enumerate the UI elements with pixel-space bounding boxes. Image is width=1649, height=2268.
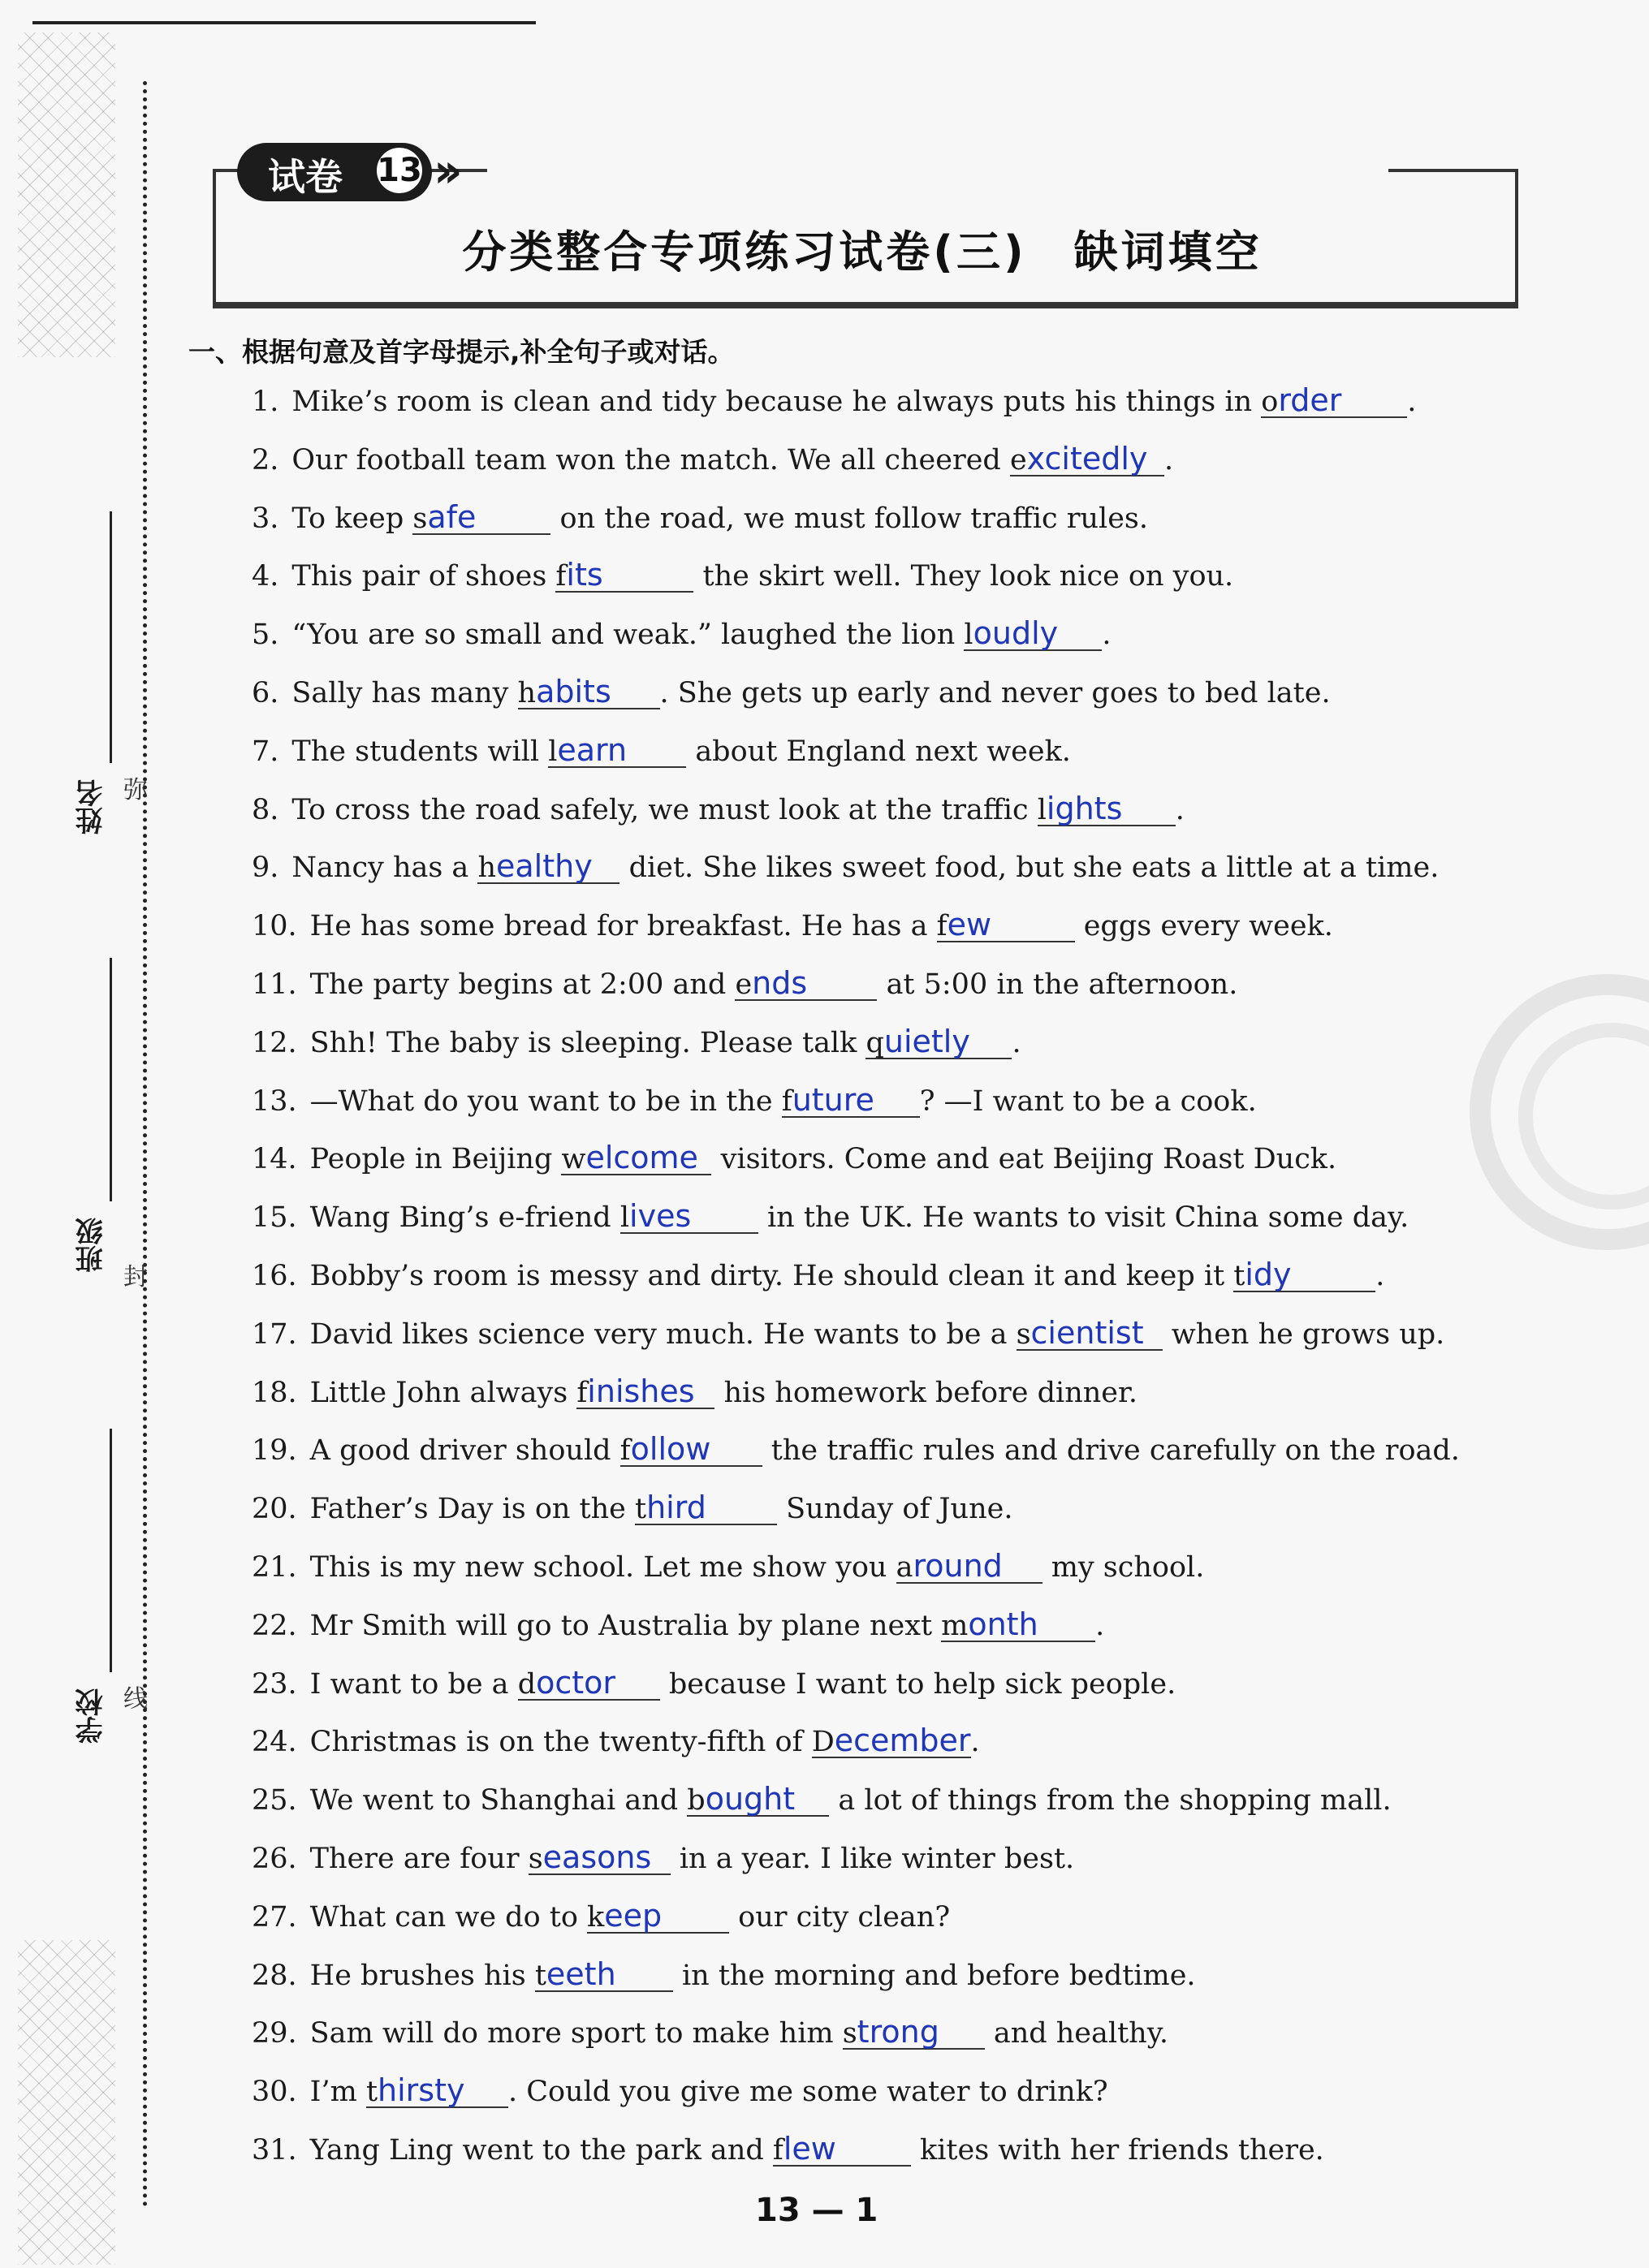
question-number: 5. (252, 619, 279, 652)
question-item (252, 1664, 1176, 1705)
question-text-before: There are four (309, 1843, 529, 1875)
question-text-after: . (1012, 1026, 1021, 1059)
handwritten-answer: nds (752, 965, 808, 1001)
question-text-after: my school. (1042, 1551, 1205, 1584)
answer-blank[interactable] (620, 1200, 758, 1234)
answer-blank[interactable] (687, 1783, 829, 1817)
question-text-after: the traffic rules and drive carefully on the road. (762, 1434, 1460, 1468)
first-letter-hint: k (587, 1900, 605, 1934)
question-text-before: To keep (291, 502, 413, 535)
question-text-after: because I want to help sick people. (659, 1667, 1176, 1701)
question-item (252, 1081, 1257, 1122)
handwritten-answer: hird (646, 1490, 706, 1526)
answer-blank[interactable] (735, 967, 877, 1001)
question-item (252, 2013, 1168, 2054)
question-item (252, 1197, 1409, 1238)
question-item (252, 1955, 1196, 1996)
question-number: 27. (252, 1900, 297, 1934)
question-text-after: about England next week. (686, 735, 1071, 768)
first-letter-hint: f (772, 2134, 783, 2167)
answer-blank[interactable] (529, 1841, 671, 1875)
question-text-before: Mr Smith will go to Australia by plane next (309, 1609, 942, 1642)
question-item (252, 1606, 1104, 1646)
question-text-after: . (970, 1726, 980, 1759)
question-text-after: . (1095, 1609, 1105, 1642)
question-item (252, 1314, 1444, 1355)
handwritten-answer: abits (536, 674, 611, 709)
question-number: 14. (252, 1143, 297, 1176)
question-number: 10. (252, 910, 297, 943)
answer-blank[interactable] (548, 731, 686, 768)
question-text-before: He has some bread for breakfast. He has a (309, 910, 937, 943)
question-item (252, 847, 1439, 888)
first-letter-hint: D (811, 1726, 835, 1759)
answer-blank[interactable] (1261, 384, 1407, 418)
question-text-before: Yang Ling went to the park and (309, 2134, 773, 2167)
question-number: 12. (252, 1026, 297, 1059)
page-title: 分类整合专项练习试卷(三) 缺词填空 (462, 226, 1263, 278)
question-text-before: Nancy has a (291, 852, 478, 885)
question-item (252, 1897, 950, 1938)
question-number: 9. (252, 852, 279, 885)
question-number: 11. (252, 968, 297, 1001)
handwritten-answer: rder (1278, 382, 1342, 418)
question-text-after: diet. She likes sweet food, but she eats a little at a time. (619, 852, 1440, 885)
first-letter-hint: t (1233, 1260, 1245, 1292)
question-item (252, 2130, 1324, 2171)
first-letter-hint: f (555, 560, 567, 593)
question-number: 31. (252, 2134, 297, 2167)
question-text-before: What can we do to (309, 1900, 588, 1934)
question-item (252, 556, 1233, 597)
question-number: 20. (252, 1493, 297, 1526)
handwritten-answer: cientist (1030, 1314, 1144, 1351)
first-letter-hint: q (866, 1026, 884, 1059)
question-number: 23. (252, 1667, 297, 1701)
seal-char-feng: 封 (123, 1263, 148, 1291)
first-letter-hint: m (941, 1609, 969, 1642)
question-text-before: Shh! The baby is sleeping. Please talk (309, 1026, 866, 1059)
answer-blank[interactable] (1010, 442, 1164, 476)
question-text-before: I’m (309, 2076, 366, 2109)
first-letter-hint: e (735, 968, 753, 1001)
question-item (252, 440, 1173, 481)
first-letter-hint: f (936, 910, 948, 943)
question-number: 1. (252, 386, 279, 418)
question-text-after: a lot of things from the shopping mall. (829, 1784, 1392, 1817)
question-text-before: Bobby’s room is messy and dirty. He should clean it and keep it (309, 1260, 1234, 1292)
question-item (252, 2072, 1108, 2112)
question-number: 2. (252, 443, 279, 476)
question-item (252, 1547, 1204, 1588)
name-label: 姓名 (76, 779, 108, 834)
name-line (110, 511, 112, 763)
first-letter-hint: l (619, 1201, 630, 1235)
question-text-after: in a year. I like winter best. (670, 1843, 1075, 1875)
first-letter-hint: f (619, 1434, 631, 1468)
answer-blank[interactable] (587, 1899, 729, 1934)
question-text-before: The students will (291, 735, 549, 768)
question-text-before: To cross the road safely, we must look at the traffic (291, 793, 1038, 826)
first-letter-hint: h (517, 677, 537, 709)
first-letter-hint: s (842, 2017, 857, 2050)
question-text-after: eggs every week. (1074, 910, 1333, 943)
answer-blank[interactable] (555, 558, 693, 593)
first-letter-hint: w (561, 1143, 586, 1176)
question-text-after: when he grows up. (1162, 1317, 1445, 1351)
question-text-before: He brushes his (309, 1959, 535, 1992)
question-item (252, 1023, 1021, 1063)
question-text-before: Sam will do more sport to make him (309, 2017, 843, 2050)
question-text-before: The party begins at 2:00 and (309, 968, 736, 1001)
first-letter-hint: t (635, 1493, 647, 1526)
first-letter-hint: t (534, 1959, 546, 1992)
handwritten-answer: earn (557, 731, 628, 768)
handwritten-answer: lew (783, 2131, 836, 2167)
handwritten-answer: inishes (587, 1373, 695, 1409)
handwritten-answer: trong (857, 2014, 939, 2050)
answer-blank[interactable] (576, 1375, 714, 1409)
question-text-after: at 5:00 in the afternoon. (877, 968, 1238, 1001)
handwritten-answer: ought (705, 1781, 796, 1817)
question-number: 18. (252, 1376, 297, 1409)
question-number: 30. (252, 2076, 297, 2109)
handwritten-answer: ew (947, 907, 992, 943)
top-rule (32, 21, 536, 24)
question-item (252, 1139, 1336, 1179)
question-number: 16. (252, 1260, 297, 1292)
handwritten-answer: idy (1245, 1257, 1292, 1292)
question-text-after: his homework before dinner. (714, 1376, 1138, 1409)
question-text-before: Our football team won the match. We all cheered (291, 443, 1010, 476)
question-item (252, 790, 1185, 830)
question-number: 8. (252, 793, 279, 826)
question-text-before: Wang Bing’s e-friend (309, 1201, 620, 1235)
answer-blank[interactable] (635, 1491, 777, 1525)
answer-blank[interactable] (781, 1081, 920, 1118)
question-number: 19. (252, 1434, 297, 1468)
question-number: 15. (252, 1201, 297, 1235)
answer-blank[interactable] (477, 850, 619, 884)
question-text-after: ? —I want to be a cook. (919, 1084, 1257, 1118)
question-item (252, 614, 1112, 655)
question-text-before: —What do you want to be in the (309, 1084, 782, 1118)
question-item (252, 1373, 1137, 1413)
class-field (71, 958, 112, 1331)
first-letter-hint: a (896, 1551, 913, 1584)
question-item (252, 1780, 1392, 1821)
question-item (252, 1839, 1074, 1879)
first-letter-hint: s (528, 1843, 543, 1875)
handwritten-answer: ollow (630, 1431, 711, 1468)
handwritten-answer: xcitedly (1026, 440, 1148, 476)
question-text-after: in the UK. He wants to visit China some day. (758, 1201, 1409, 1235)
question-text-after: our city clean? (729, 1900, 951, 1934)
question-number: 29. (252, 2017, 297, 2050)
first-letter-hint: f (781, 1084, 792, 1118)
question-text-before: This is my new school. Let me show you (309, 1551, 896, 1584)
handwritten-answer: octor (536, 1664, 616, 1701)
answer-blank[interactable] (561, 1141, 711, 1175)
question-item (252, 964, 1237, 1005)
question-text-after: . (1375, 1260, 1385, 1292)
question-text-after: . (1407, 386, 1417, 418)
answer-blank[interactable] (964, 617, 1102, 651)
question-text-before: David likes science very much. He wants to be a (309, 1317, 1017, 1351)
first-letter-hint: l (548, 735, 558, 768)
question-text-after: and healthy. (984, 2017, 1168, 2050)
handwritten-answer: its (566, 557, 603, 593)
first-letter-hint: b (687, 1784, 706, 1817)
handwritten-answer: oudly (973, 615, 1059, 652)
question-text-after: . (1175, 793, 1185, 826)
question-text-after: . She gets up early and never goes to bed late. (659, 677, 1331, 709)
question-item (252, 1430, 1460, 1471)
question-text-before: I want to be a (309, 1667, 518, 1701)
badge-label: 试卷 (268, 155, 343, 199)
handwritten-answer: onth (968, 1606, 1038, 1642)
first-letter-hint: d (517, 1667, 537, 1701)
question-number: 17. (252, 1317, 297, 1351)
question-item (252, 1722, 980, 1762)
question-text-before: Father’s Day is on the (309, 1493, 636, 1526)
question-text-after: on the road, we must follow traffic rules. (550, 502, 1149, 535)
question-text-before: This pair of shoes (291, 560, 556, 593)
first-letter-hint: s (1016, 1317, 1031, 1351)
question-text-before: A good driver should (309, 1434, 620, 1468)
seal-char-xian: 线 (123, 1685, 148, 1714)
question-text-after: . (1163, 443, 1174, 476)
crosshatch-pattern-top (18, 32, 115, 357)
question-number: 24. (252, 1726, 297, 1759)
question-text-before: People in Beijing (309, 1143, 562, 1176)
answer-blank[interactable] (518, 675, 660, 709)
seal-cut-line (143, 81, 147, 2208)
badge-number: 13 (373, 144, 425, 196)
question-item (252, 1489, 1012, 1529)
question-number: 26. (252, 1843, 297, 1875)
answer-blank[interactable] (843, 2016, 985, 2050)
first-letter-hint: e (1009, 443, 1027, 476)
handwritten-answer: hirsty (378, 2072, 465, 2109)
question-number: 4. (252, 560, 279, 593)
question-item (252, 673, 1331, 714)
question-number: 6. (252, 677, 279, 709)
handwritten-answer: afe (427, 498, 477, 535)
title-frame-gap (487, 162, 1388, 174)
first-letter-hint: h (477, 852, 496, 885)
handwritten-answer: eeth (546, 1955, 616, 1992)
school-label: 学校 (76, 1688, 108, 1744)
question-text-after: in the morning and before bedtime. (672, 1959, 1196, 1992)
answer-blank[interactable] (517, 1664, 660, 1701)
question-number: 13. (252, 1084, 297, 1118)
question-item (252, 498, 1148, 539)
answer-blank[interactable] (1233, 1258, 1375, 1292)
handwritten-answer: ealthy (495, 848, 593, 885)
question-number: 3. (252, 502, 279, 535)
handwritten-answer: easons (542, 1839, 652, 1875)
handwritten-answer: ives (629, 1198, 692, 1235)
question-item (252, 1256, 1384, 1296)
double-chevron-icon: ›› (434, 143, 453, 198)
handwritten-answer: elcome (585, 1140, 698, 1176)
question-item (252, 906, 1333, 946)
answer-blank[interactable] (937, 908, 1075, 942)
question-text-before: We went to Shanghai and (309, 1784, 688, 1817)
handwritten-answer: ecember (834, 1723, 971, 1759)
question-number: 28. (252, 1959, 297, 1992)
question-text-after: . Could you give me some water to drink? (507, 2076, 1108, 2109)
answer-blank[interactable] (1038, 792, 1176, 826)
answer-blank[interactable] (412, 498, 550, 535)
seal-char-mi: 弥 (123, 776, 148, 804)
answer-blank[interactable] (1016, 1314, 1163, 1351)
answer-blank[interactable] (773, 2132, 911, 2167)
answer-blank[interactable] (896, 1550, 1042, 1584)
question-text-after: . (1102, 619, 1112, 652)
question-number: 22. (252, 1609, 297, 1642)
answer-blank[interactable] (534, 1955, 673, 1992)
handwritten-answer: round (913, 1548, 1003, 1584)
question-text-after: Sunday of June. (777, 1493, 1013, 1526)
question-item (252, 731, 1071, 772)
question-text-before: “You are so small and weak.” laughed the lion (291, 619, 965, 652)
section-heading: 一、根据句意及首字母提示,补全句子或对话。 (188, 336, 735, 368)
answer-blank[interactable] (366, 2074, 508, 2108)
answer-blank[interactable] (620, 1433, 762, 1467)
handwritten-answer: uietly (883, 1023, 970, 1059)
handwritten-answer: eep (604, 1897, 663, 1934)
answer-blank[interactable] (941, 1608, 1095, 1642)
question-text-before: Mike’s room is clean and tidy because he always puts his things in (291, 386, 1262, 418)
first-letter-hint: l (964, 619, 973, 652)
first-letter-hint: s (412, 502, 428, 535)
class-line (110, 958, 112, 1201)
answer-blank[interactable] (812, 1724, 971, 1758)
page-number: 13 — 1 (755, 2192, 878, 2229)
question-text-after: visitors. Come and eat Beijing Roast Duck. (711, 1143, 1337, 1176)
name-field (71, 511, 112, 885)
question-number: 21. (252, 1551, 297, 1584)
answer-blank[interactable] (866, 1025, 1012, 1059)
handwritten-answer: ights (1046, 790, 1123, 826)
question-number: 25. (252, 1784, 297, 1817)
question-number: 7. (252, 735, 279, 768)
question-text-before: Sally has many (291, 677, 518, 709)
question-text-before: Little John always (309, 1376, 577, 1409)
question-text-before: Christmas is on the twenty-fifth of (309, 1726, 812, 1759)
handwritten-answer: uture (792, 1081, 874, 1118)
crosshatch-pattern-bottom (18, 1940, 115, 2265)
question-text-after: kites with her friends there. (910, 2134, 1324, 2167)
first-letter-hint: t (365, 2076, 378, 2109)
first-letter-hint: f (576, 1376, 588, 1409)
question-text-after: the skirt well. They look nice on you. (693, 560, 1234, 593)
class-label: 班级 (76, 1218, 108, 1273)
first-letter-hint: o (1261, 386, 1279, 418)
school-field (71, 1429, 112, 1802)
school-line (110, 1429, 112, 1672)
question-item (252, 382, 1416, 422)
first-letter-hint: l (1037, 793, 1047, 826)
